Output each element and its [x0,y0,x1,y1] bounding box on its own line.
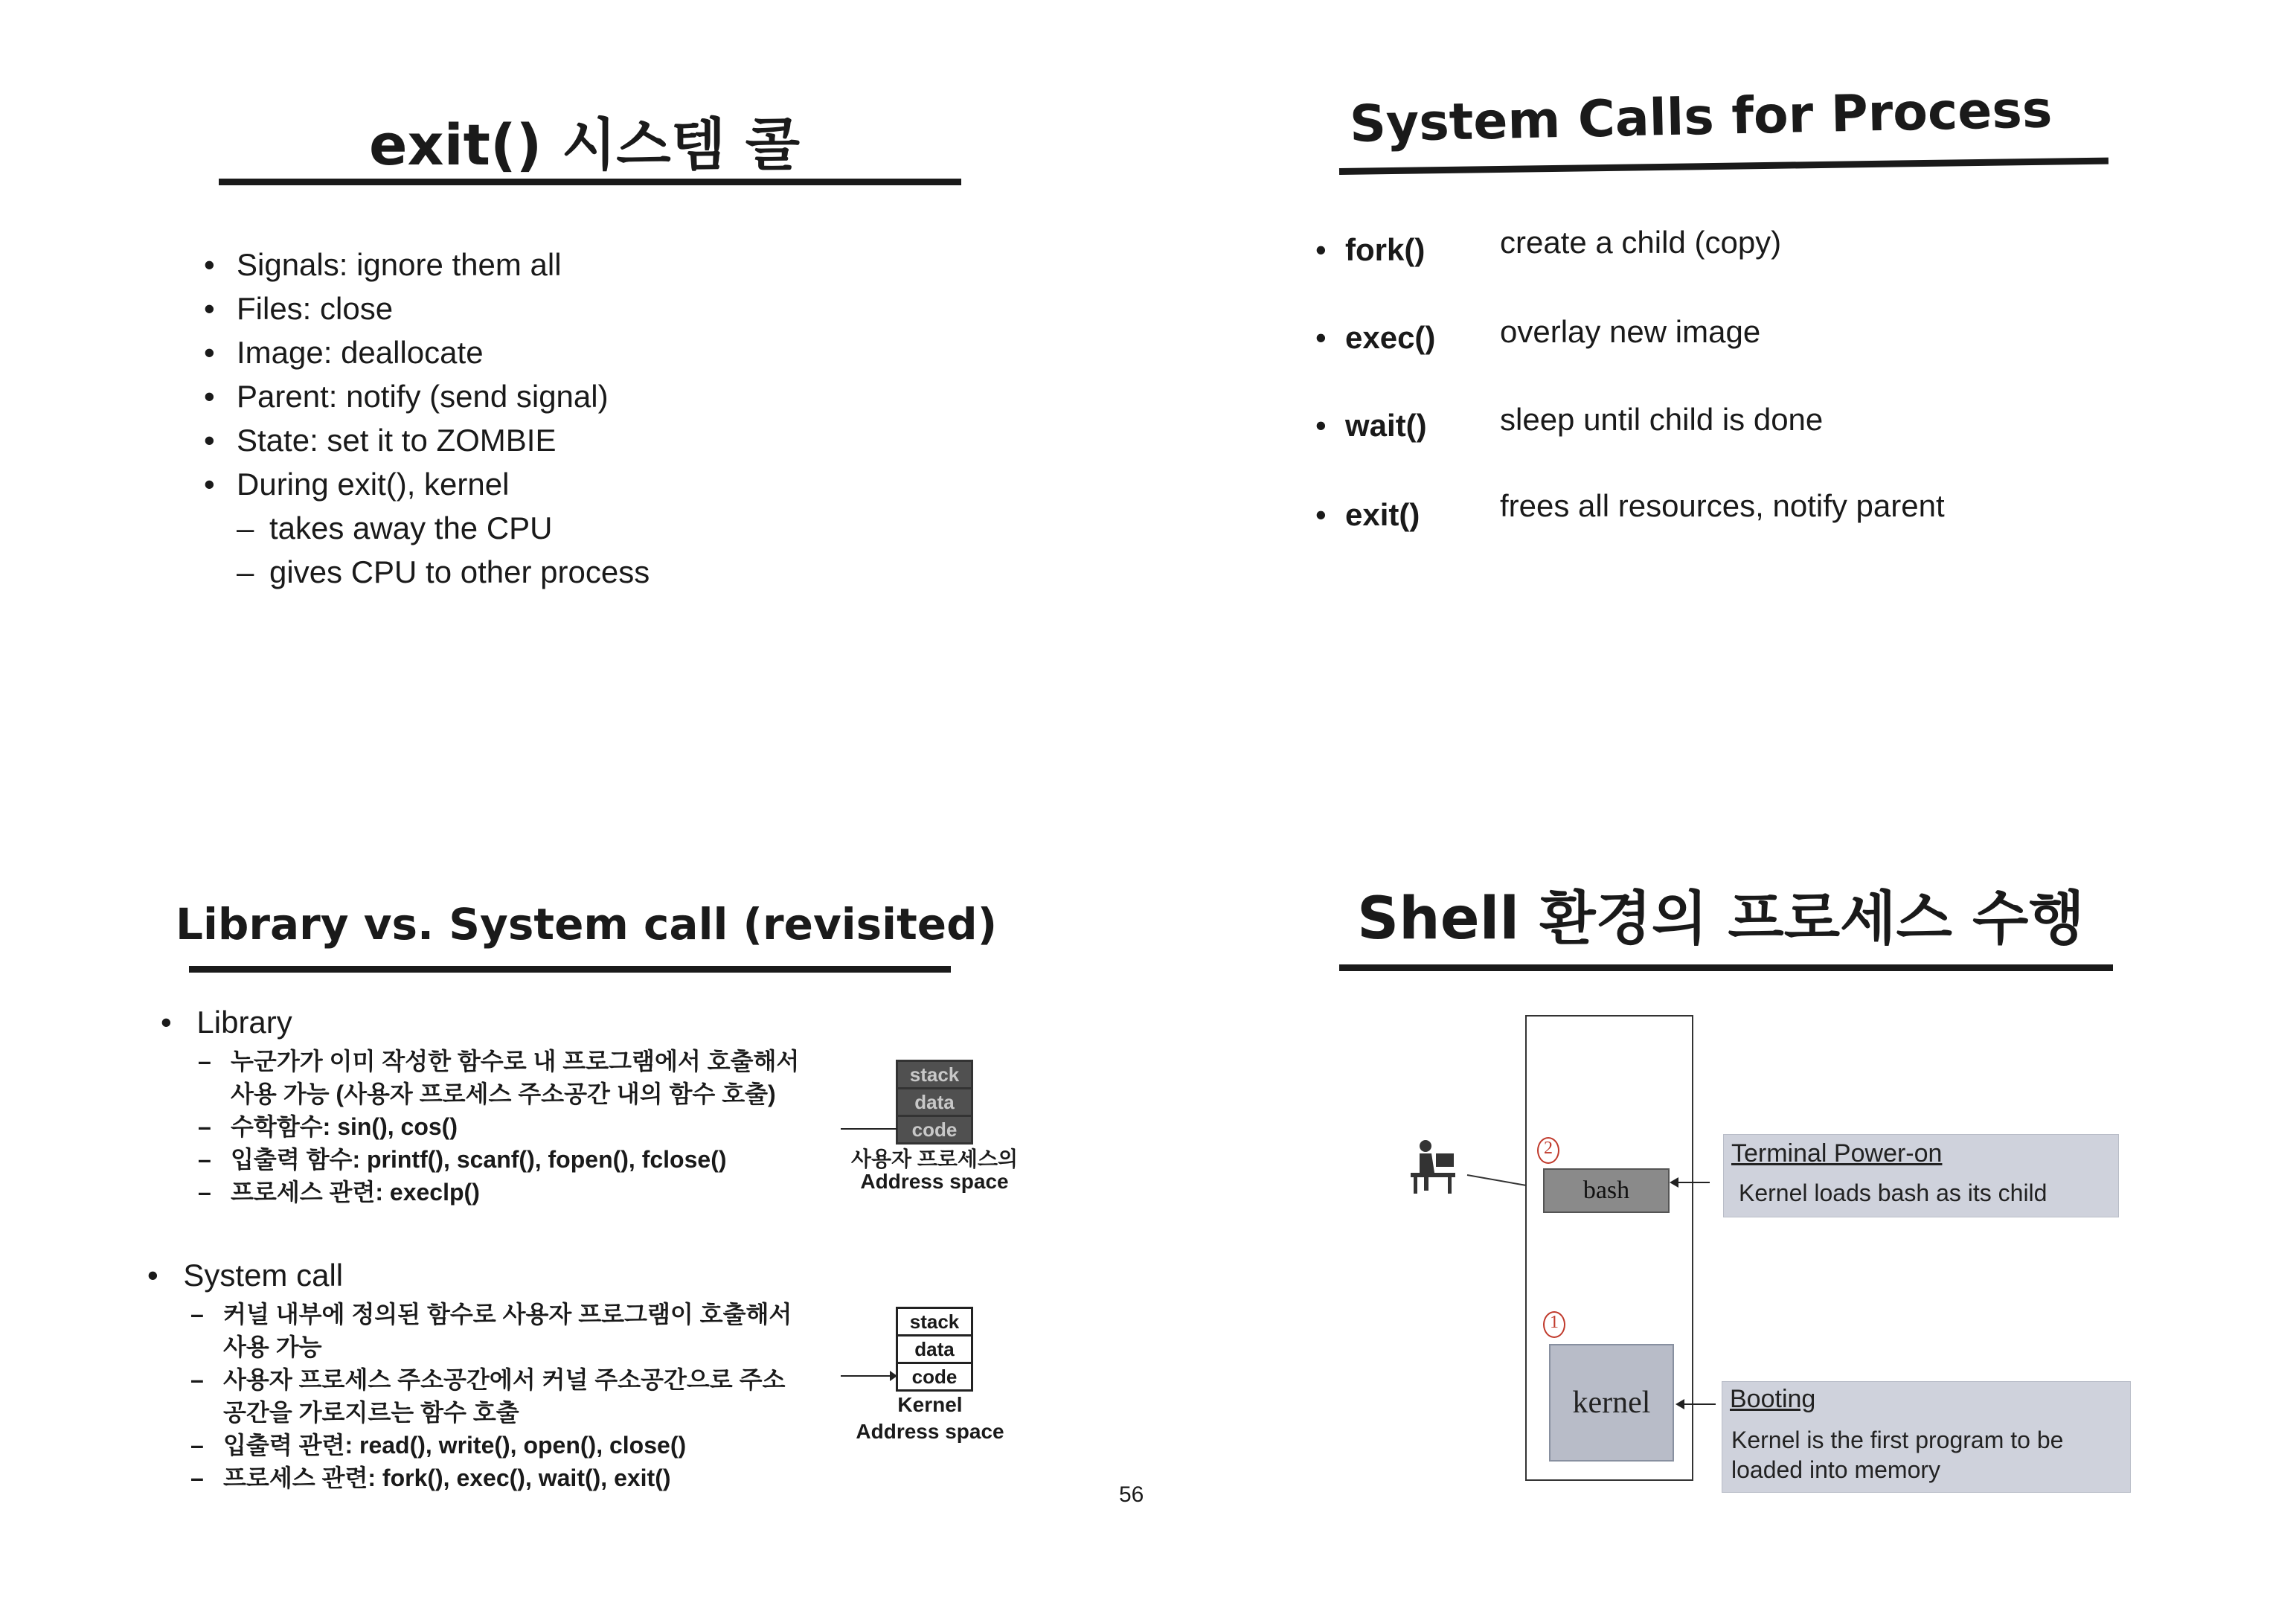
slide1-bullet: • During exit(), kernel [237,462,609,506]
booting-body-line2: loaded into memory [1731,1456,1941,1483]
syscall-desc: overlay new image [1500,314,1761,349]
syscall-item: – 사용자 프로세스 주소공간에서 커널 주소공간으로 주소 [223,1363,792,1396]
user-code-box: code [896,1115,973,1145]
slide1-bullet: • State: set it to ZOMBIE [237,418,609,462]
bullet-dot: • [147,1258,158,1293]
kernel-code-box: code [896,1362,973,1392]
booting-note [1722,1381,2131,1493]
kernel-code-pointer-line [841,1375,893,1377]
syscall-name: wait() [1345,408,1427,443]
slide2-title: System Calls for Process [1349,80,2053,154]
slide1-title-rule [219,179,961,185]
syscall-item: – 프로세스 관련: fork(), exec(), wait(), exit() [223,1462,792,1494]
user-address-caption-en: Address space [860,1170,1009,1193]
booting-body-line1: Kernel is the first program to be [1731,1427,2064,1453]
slide1-bullet: • Signals: ignore them all [237,243,609,286]
library-item: – 누군가가 이미 작성한 함수로 내 프로그램에서 호출해서 [231,1045,799,1078]
bullet-dot: • [1315,320,1327,355]
kernel-code-pointer-arrowhead [890,1371,897,1381]
syscall-desc: frees all resources, notify parent [1500,488,1945,523]
library-item: – 수학함수: sin(), cos() [231,1110,799,1143]
user-stack-box: stack [896,1060,973,1089]
library-items [231,1045,799,1209]
slide1-sub-bullet: – takes away the CPU [269,506,650,550]
bullet-dot: • [1315,408,1327,443]
library-item-continued: 사용 가능 (사용자 프로세스 주소공간 내의 함수 호출) [231,1081,776,1107]
page-number: 56 [1119,1482,1144,1507]
syscall-desc: sleep until child is done [1500,402,1824,437]
slide1-sub-bullet-list [269,506,650,594]
syscall-item-continued: 공간을 가로지르는 함수 호출 [223,1399,519,1426]
bash-block: bash [1543,1168,1670,1213]
library-heading: • Library [161,1005,292,1040]
syscall-items [223,1298,792,1494]
slide1-title: exit() 시스템 콜 [369,112,800,178]
terminal-power-on-note [1723,1134,2119,1217]
user-address-caption-ko: 사용자 프로세스의 [850,1147,1019,1171]
syscall-item: – 입출력 관련: read(), write(), open(), close() [223,1429,792,1462]
library-item: – 프로세스 관련: execlp() [231,1176,799,1209]
syscall-name: exit() [1345,497,1420,532]
slide2-title-rule [1339,158,2109,175]
syscall-desc: create a child (copy) [1500,225,1782,260]
bullet-dot: • [161,1005,172,1040]
bullet-dot: • [1315,232,1327,267]
slide1-bullet: • Image: deallocate [237,330,609,374]
kernel-address-caption-1: Kernel [897,1393,963,1416]
slide3-title: Library vs. System call (revisited) [176,899,998,950]
user-to-bash-line [1467,1174,1526,1186]
booting-to-kernel-arrow [1683,1403,1716,1405]
terminal-to-bash-arrowhead [1670,1177,1678,1188]
booting-heading: Booting [1730,1385,1816,1413]
syscall-item-continued: 사용 가능 [223,1334,322,1360]
slide4-title: Shell 환경의 프로세스 수행 [1357,886,2085,953]
marker-1-label: 1 [1550,1313,1559,1332]
kernel-address-caption-2: Address space [856,1420,1004,1443]
user-data-box: data [896,1087,973,1117]
kernel-stack-box: stack [896,1307,973,1337]
slide3-title-rule [189,966,951,973]
booting-to-kernel-arrowhead [1675,1399,1684,1409]
user-code-pointer-line [841,1128,897,1130]
syscall-heading: • System call [147,1258,344,1293]
slide4-title-rule [1339,964,2113,971]
syscall-name: exec() [1345,320,1436,355]
slide1-bullet: • Parent: notify (send signal) [237,374,609,418]
user-at-terminal-icon [1406,1137,1466,1197]
terminal-power-on-body: Kernel loads bash as its child [1739,1179,2048,1206]
bullet-dot: • [1315,497,1327,532]
terminal-to-bash-arrow [1677,1182,1710,1183]
kernel-data-box: data [896,1334,973,1364]
kernel-block: kernel [1549,1344,1674,1462]
slide1-bullet: • Files: close [237,286,609,330]
syscall-name: fork() [1345,232,1426,267]
terminal-power-on-heading: Terminal Power-on [1731,1139,1943,1168]
marker-2-label: 2 [1544,1139,1553,1158]
syscall-item: – 커널 내부에 정의된 함수로 사용자 프로그램이 호출해서 [223,1298,792,1331]
slide1-bullet-list [237,243,609,506]
library-item: – 입출력 함수: printf(), scanf(), fopen(), fclose() [231,1143,799,1176]
slide1-sub-bullet: – gives CPU to other process [269,550,650,594]
